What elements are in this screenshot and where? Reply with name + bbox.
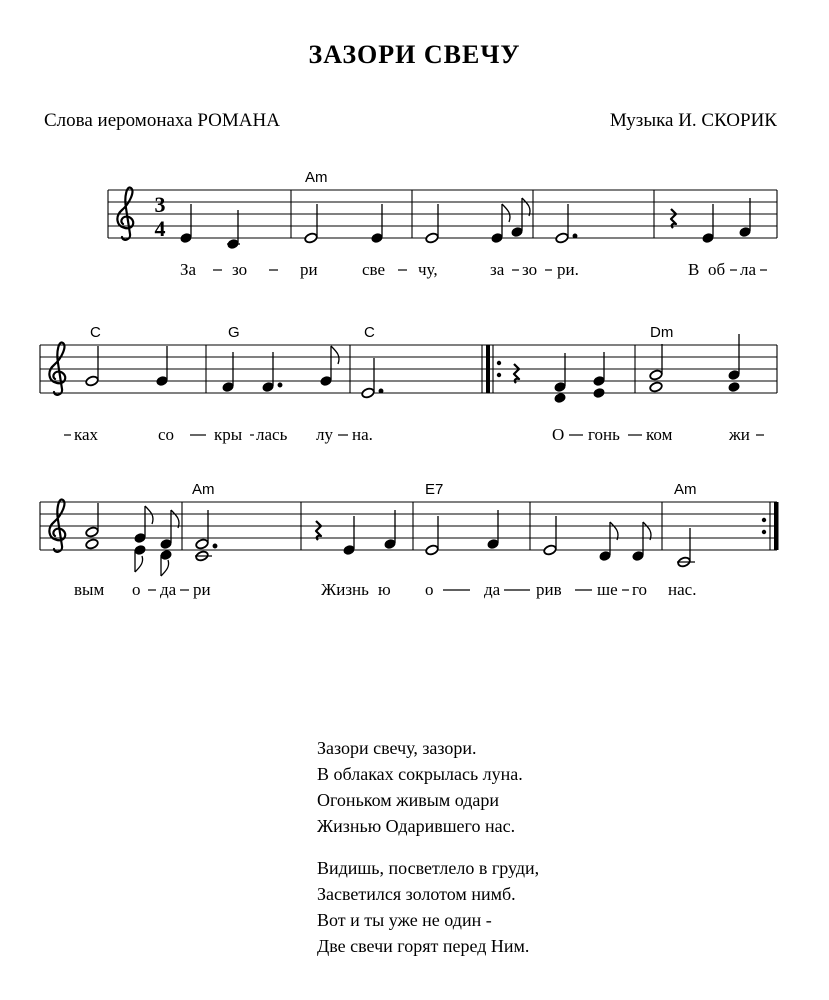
lyric-syllable: лу <box>316 425 333 444</box>
lyric-syllable: гонь <box>588 425 620 444</box>
lyric-syllable: лась <box>256 425 288 444</box>
lyric-syllable: на. <box>352 425 373 444</box>
verse-line: Две свечи горят перед Ним. <box>317 936 530 956</box>
chord-symbol: E7 <box>425 481 444 498</box>
lyric-syllable: ри <box>193 580 211 599</box>
repeat-end-barline <box>774 502 779 550</box>
lyric-syllable: кры <box>214 425 243 444</box>
lyric-syllable: ри. <box>557 260 579 279</box>
chord-symbol: G <box>228 324 240 341</box>
lyrics-line-2 <box>74 425 750 444</box>
quarter-rest-icon <box>316 521 321 540</box>
repeat-barline <box>486 345 490 393</box>
lyric-syllable: со <box>158 425 175 444</box>
chord-symbol: C <box>90 324 101 341</box>
lyric-syllable: о <box>425 580 434 599</box>
quarter-rest-icon <box>514 364 519 383</box>
lyric-syllable: ри <box>300 260 318 279</box>
verse-line: В облаках сокрылась луна. <box>317 764 523 784</box>
staff-lines <box>40 345 777 393</box>
staff-lines <box>40 502 777 550</box>
quarter-rest-icon <box>671 209 676 228</box>
lyric-syllable: за <box>490 260 505 279</box>
lyric-syllable: да <box>484 580 501 599</box>
lyric-syllable: зо <box>232 260 248 279</box>
chord-symbol: Am <box>674 481 697 498</box>
lyric-syllable: ла <box>740 260 757 279</box>
lyric-syllable: ках <box>74 425 99 444</box>
lyric-syllable: нас. <box>668 580 697 599</box>
lyric-syllable: вым <box>74 580 105 599</box>
lyric-syllable: ше <box>597 580 618 599</box>
staff-system-3 <box>40 481 779 599</box>
chord-symbol: Am <box>192 481 215 498</box>
verse-line: Засветился золотом нимб. <box>317 884 516 904</box>
verse-line: Огоньком живым одари <box>317 790 499 810</box>
lyric-syllable: да <box>160 580 177 599</box>
verse-line: Жизнью Одарившего нас. <box>317 816 516 836</box>
lyric-syllable: жи <box>729 425 750 444</box>
chord-symbol: C <box>364 324 375 341</box>
verse-line: Видишь, посветлело в груди, <box>317 858 540 878</box>
lyric-syllable: зо <box>522 260 538 279</box>
lyrics-line-3 <box>74 580 696 599</box>
notes <box>180 198 751 249</box>
song-title: ЗАЗОРИ СВЕЧУ <box>308 40 521 69</box>
verse-line: Вот и ты уже не один - <box>317 910 492 930</box>
lyrics-line-1 <box>180 260 756 279</box>
lyric-syllable: О <box>552 425 565 444</box>
chord-symbol: Am <box>305 169 328 186</box>
lyric-syllable: све <box>362 260 386 279</box>
lyric-syllable: о <box>132 580 141 599</box>
lyricist-credit: Слова иеромонаха РОМАНА <box>44 110 280 131</box>
lyric-syllable: го <box>632 580 648 599</box>
staff-system-2 <box>40 324 777 444</box>
verse-stanza-1 <box>317 735 523 839</box>
lyric-syllable: об <box>708 260 726 279</box>
lyric-syllable: ю <box>378 580 391 599</box>
lyric-syllable: Жизнь <box>321 580 369 599</box>
lyric-syllable: ком <box>646 425 673 444</box>
lyric-syllable: За <box>180 260 197 279</box>
time-signature-top: 3 <box>154 192 166 217</box>
chord-symbol: Dm <box>650 324 674 341</box>
composer-credit: Музыка И. СКОРИК <box>609 110 777 131</box>
lyric-syllable: чу, <box>418 260 438 279</box>
staff-system-1 <box>108 169 777 279</box>
lyric-syllable: рив <box>536 580 562 599</box>
verse-stanza-2 <box>317 855 539 959</box>
lyric-syllable: В <box>688 260 700 279</box>
time-signature-bottom: 4 <box>154 216 166 241</box>
verse-line: Зазори свечу, зазори. <box>317 738 477 758</box>
